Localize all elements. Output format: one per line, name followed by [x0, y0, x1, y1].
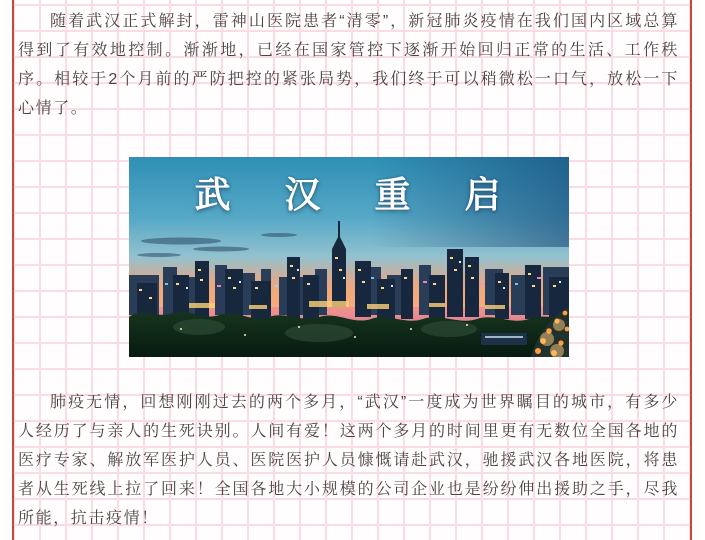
paragraph-1: 随着武汉正式解封，雷神山医院患者“清零”，新冠肺炎疫情在我们国内区域总算得到了有效地控制。渐渐地，已经在国家管控下逐渐开始回归正常的生活、工作秩序。相较于2个月前的严防把控的紧张局势，我们终于可以稍微松一口气，放松一下心情了。 — [18, 13, 679, 117]
title-char-wu: 武 — [194, 174, 231, 215]
image-overlay-title — [194, 174, 501, 215]
title-char-qi: 启 — [464, 174, 501, 215]
title-char-han: 汉 — [284, 174, 321, 215]
paragraph-2: 肺疫无情，回想刚刚过去的两个多月，“武汉”一度成为世界瞩目的城市，有多少人经历了与亲人的生死诀别。人间有爱！这两个多月的时间里更有无数位全国各地的医疗专家、解放军医护人员、医院医护人员慷慨请赴武汉，驰援武汉各地医院，将患者从生死线上拉了回来！全国各地大小规模的公司企业也是纷纷伸出援助之手，尽我所能，抗击疫情！ — [18, 394, 679, 527]
title-char-chong: 重 — [374, 174, 411, 215]
content-panel — [12, 0, 692, 540]
wuhan-skyline-image — [129, 157, 569, 357]
